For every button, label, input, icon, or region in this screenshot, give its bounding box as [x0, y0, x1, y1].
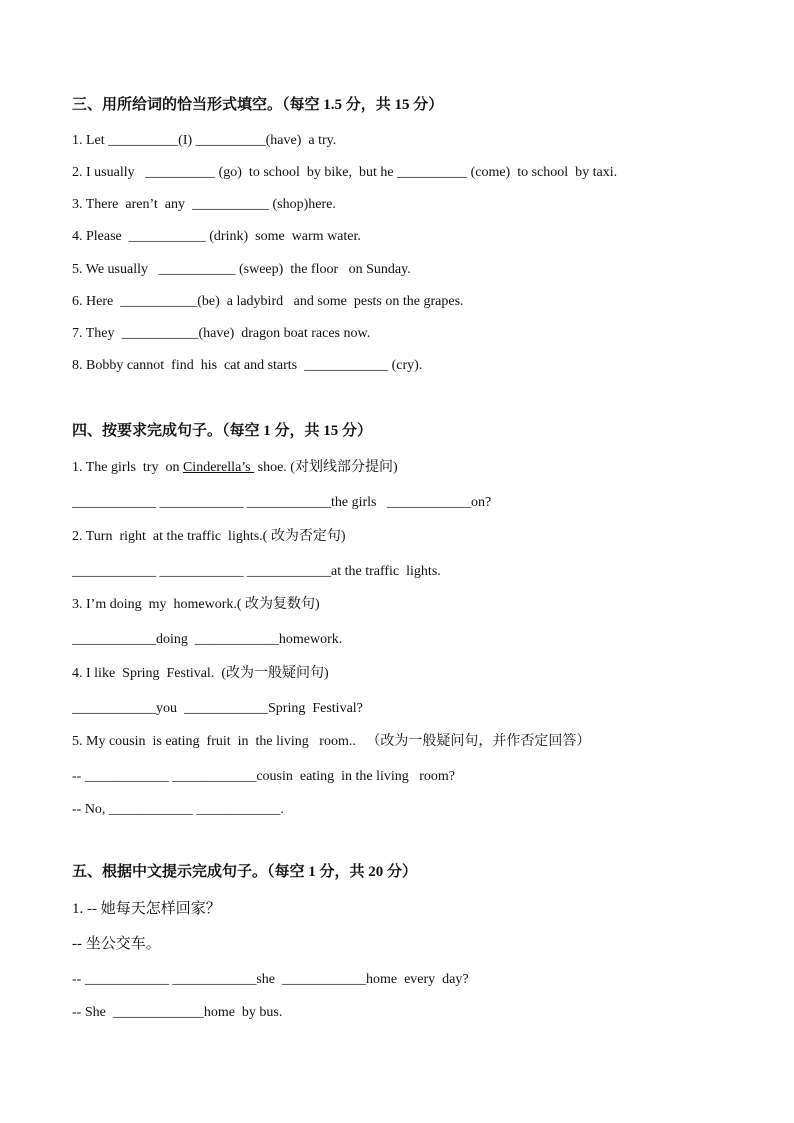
s4-q3: 3. I’m doing my homework.( 改为复数句)	[72, 597, 320, 612]
s3-item-7: 7. They ___________(have) dragon boat races now.	[72, 326, 371, 341]
section-3-heading: 三、用所给词的恰当形式填空。（每空 1.5 分，共 15 分）	[72, 97, 444, 113]
s3-item-8: 8. Bobby cannot find his cat and starts ____________ (cry).	[72, 358, 423, 373]
s3-item-5: 5. We usually ___________ (sweep) the floor on Sunday.	[72, 262, 411, 277]
section-4-heading: 四、按要求完成句子。（每空 1 分，共 15 分）	[72, 423, 373, 439]
s4-answer-1: ____________ ____________ ____________the girls ____________on?	[72, 495, 492, 510]
s4-q1	[72, 459, 398, 477]
section-5-heading: 五、根据中文提示完成句子。（每空 1 分，共 20 分）	[72, 864, 418, 880]
s4-q1-suffix: shoe. (对划线部分提问)	[254, 460, 398, 475]
s5-q1-prompt: 1. -- 她每天怎样回家？	[72, 901, 221, 917]
s4-answer-3: ____________doing ____________homework.	[72, 632, 343, 647]
s5-answer-2: -- She _____________home by bus.	[72, 1005, 283, 1020]
s4-q1-underlined: Cinderella’s	[182, 460, 255, 475]
s4-answer-5b: -- No, ____________ ____________.	[72, 802, 284, 817]
s3-item-2: 2. I usually __________ (go) to school by bike, but he __________ (come) to school by taxi.	[72, 165, 618, 180]
s3-item-1: 1. Let __________(I) __________(have) a try.	[72, 133, 337, 148]
s3-item-4: 4. Please ___________ (drink) some warm water.	[72, 229, 361, 244]
s4-q2: 2. Turn right at the traffic lights.( 改为否定句)	[72, 529, 346, 544]
s4-answer-5a: -- ____________ ____________cousin eating in the living room?	[72, 769, 456, 784]
s4-q5: 5. My cousin is eating fruit in the living room.. （改为一般疑问句，并作否定回答）	[72, 734, 591, 749]
s3-item-3: 3. There aren’t any ___________ (shop)here.	[72, 197, 336, 212]
s4-q4: 4. I like Spring Festival. (改为一般疑问句)	[72, 666, 329, 681]
s5-q1-hint: -- 坐公交车。	[72, 936, 161, 952]
s4-answer-4: ____________you ____________Spring Festival?	[72, 701, 363, 716]
s5-answer-1: -- ____________ ____________she ____________home every day?	[72, 972, 469, 987]
s4-answer-2: ____________ ____________ ____________at the traffic lights.	[72, 564, 441, 579]
s4-q1-prefix: 1. The girls try on	[72, 460, 183, 475]
s3-item-6: 6. Here ___________(be) a ladybird and some pests on the grapes.	[72, 294, 464, 309]
